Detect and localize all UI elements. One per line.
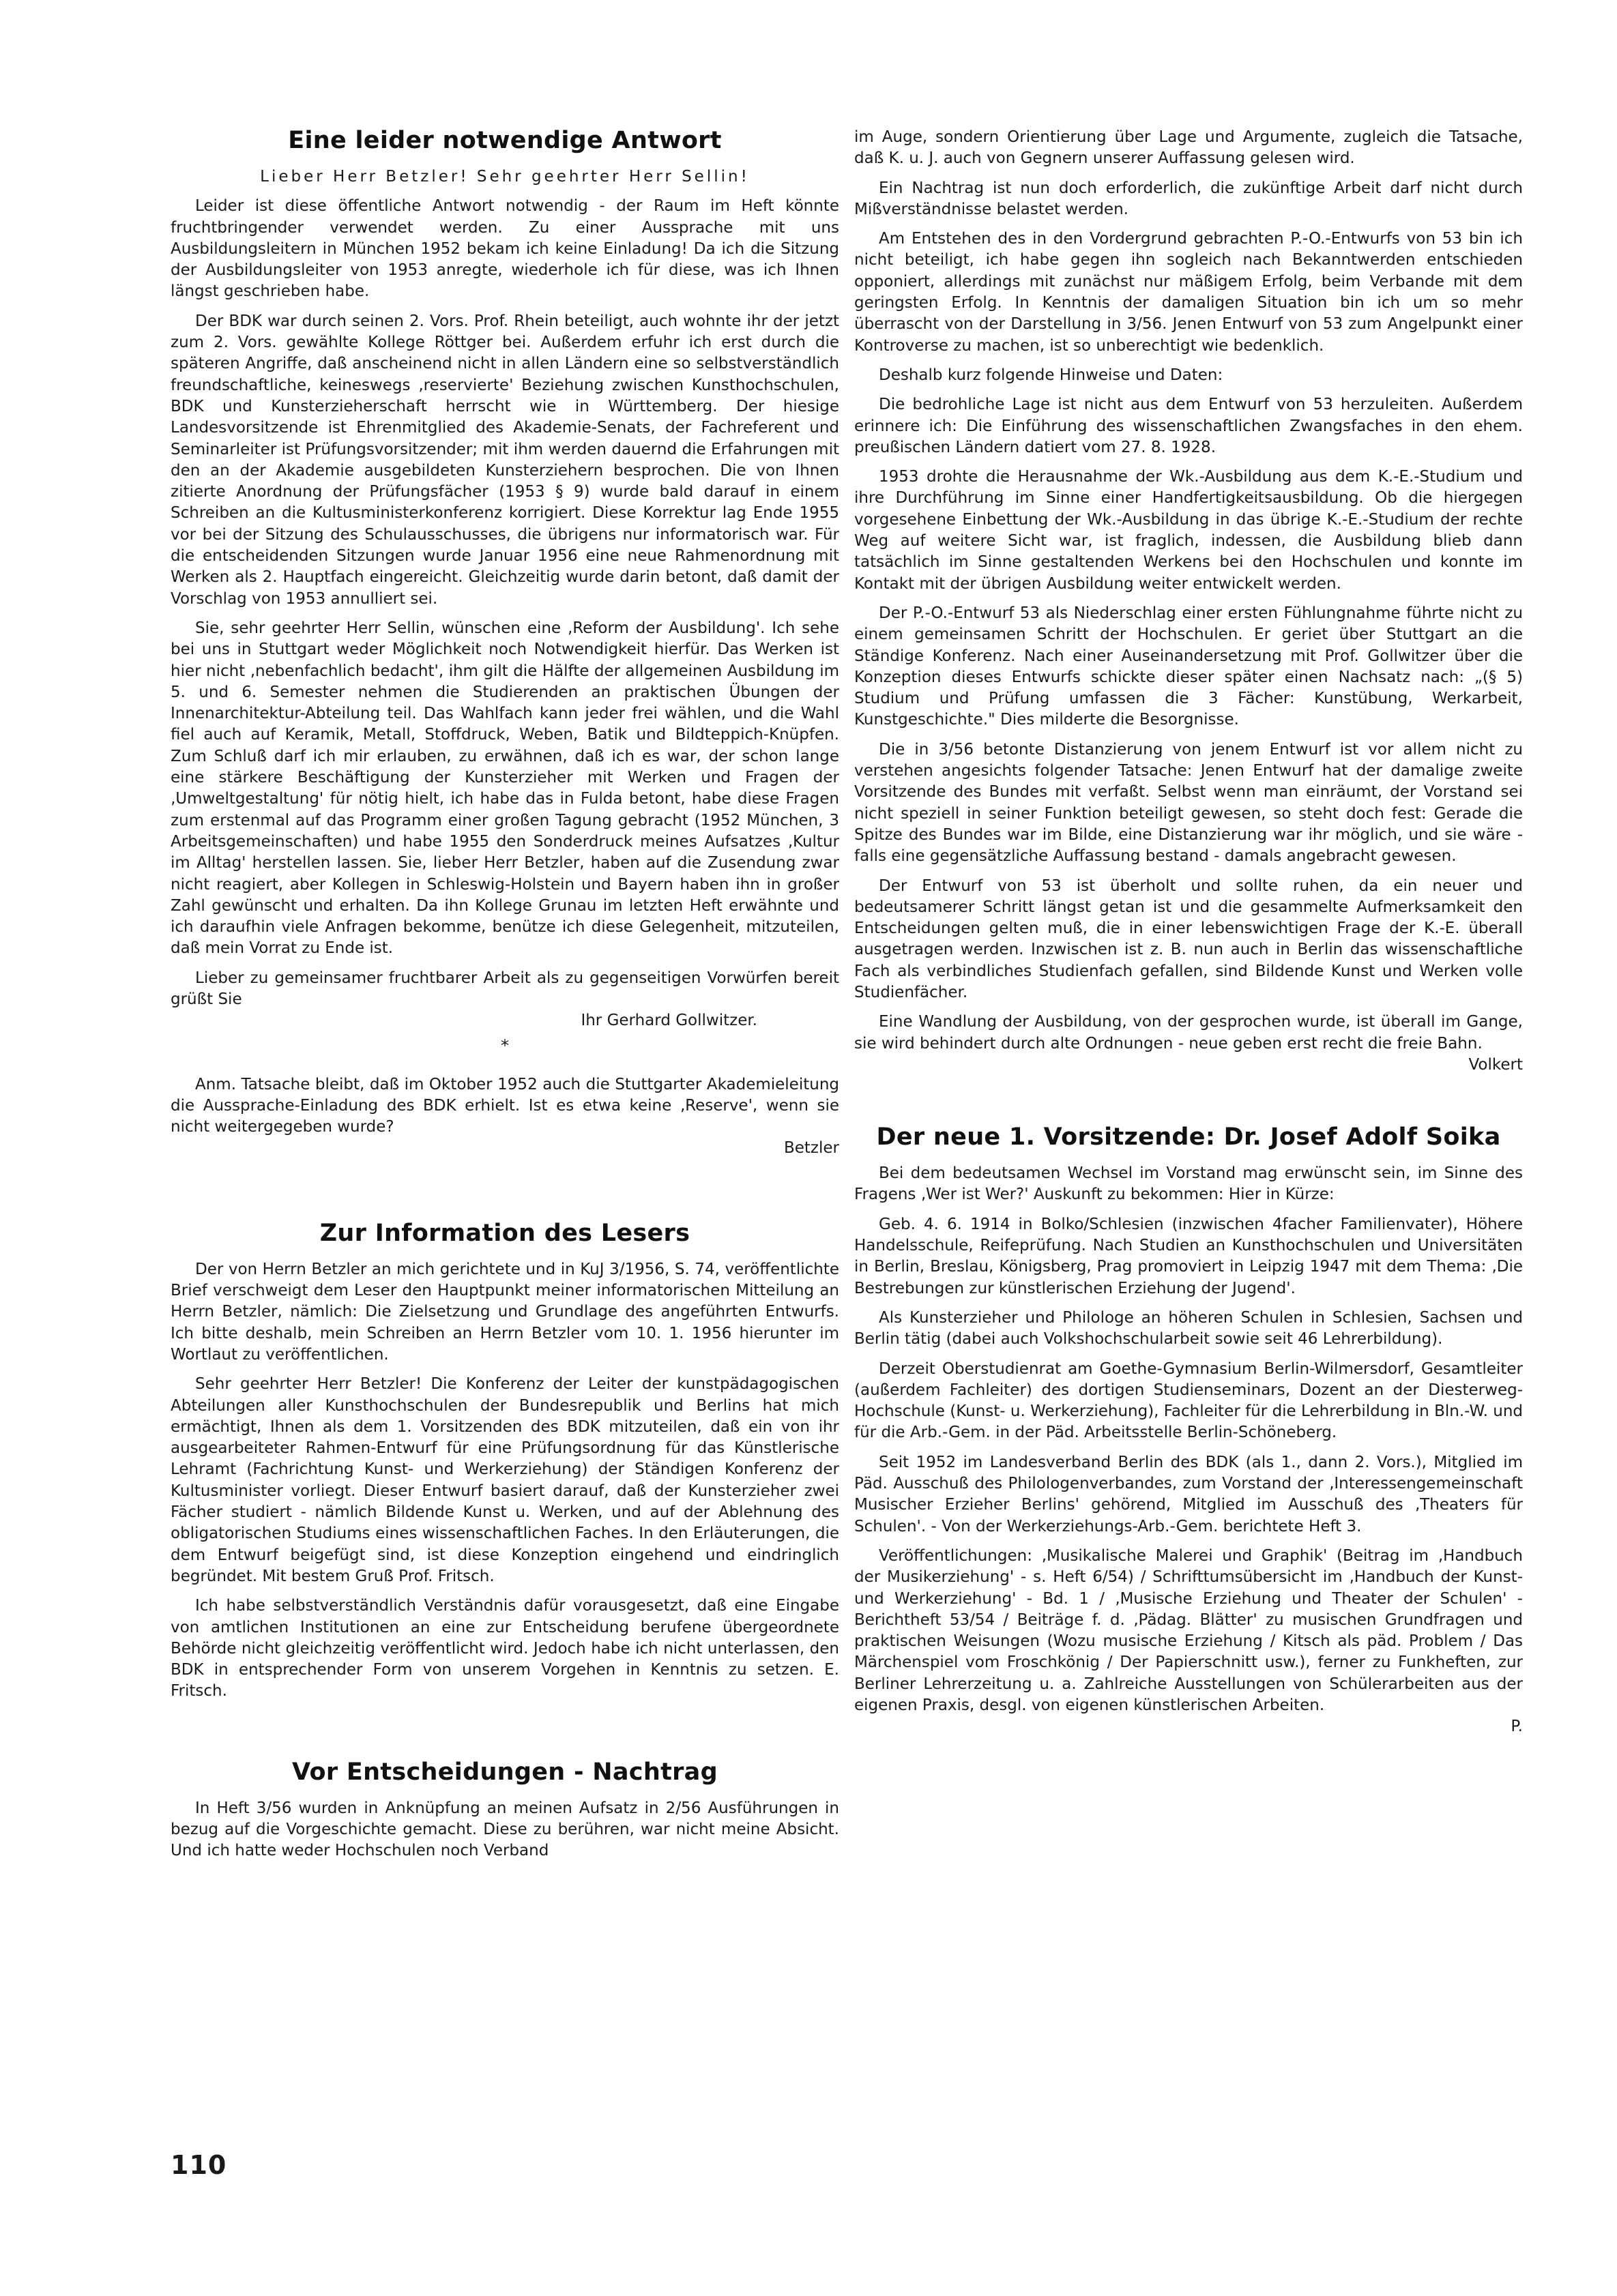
paragraph: Seit 1952 im Landesverband Berlin des BDK (als 1., dann 2. Vors.), Mitglied im Päd. Ausschuß des Philologenverbandes, zum Vorstand der ‚Interessengemeinschaft Musischer Erzieher Berlins' gehörend, Mitglied im Ausschuß des ‚Theaters für Schulen'. - Von der Werkerziehungs-Arb.-Gem. berichtete Heft 3.	[854, 1453, 1523, 1535]
article-title-information: Zur Information des Lesers	[319, 1219, 690, 1247]
paragraph: Eine Wandlung der Ausbildung, von der gesprochen wurde, ist überall im Gange, sie wird behindert durch alte Ordnungen - neue geben erst recht die freie Bahn.	[854, 1013, 1523, 1053]
paragraph: Leider ist diese öffentliche Antwort notwendig - der Raum im Heft könnte fruchtbringender verwendet werden. Zu einer Aussprache mit uns Ausbildungsleitern in München 1952 bekam ich keine Einladung! Da ich die Sitzung der Ausbildungsleiter von 1953 anregte, wiederhole ich für diese, was ich Ihnen längst geschrieben habe.	[171, 197, 839, 301]
closing-signature-row	[171, 1010, 839, 1031]
paragraph: Die in 3/56 betonte Distanzierung von jenem Entwurf ist vor allem nicht zu verstehen angesichts folgender Tatsache: Jenen Entwurf hat der damalige zweite Vorsitzende des Bundes mit verfaßt. Selbst wenn man einräumt, der Vorstand sei nicht speziell in seiner Funktion beteiligt gewesen, so steht doch fest: Gerade die Spitze des Bundes war im Bilde, eine Distanzierung war ihr möglich, und sie wäre - falls eine gegensätzliche Auffassung bestand - damals angebracht gewesen.	[854, 740, 1523, 866]
signature-p: P.	[1511, 1718, 1523, 1736]
left-column	[171, 109, 839, 1870]
annotation-paragraph: Anm. Tatsache bleibt, daß im Oktober 1952 auch die Stuttgarter Akademieleitung die Aussprache-Einladung des BDK erhielt. Ist es etwa keine ‚Reserve', wenn sie nicht weitergegeben wurde?	[171, 1075, 839, 1136]
article-title-vorsitzende: Der neue 1. Vorsitzende: Dr. Josef Adolf Soika	[876, 1123, 1501, 1151]
separator-star: *	[501, 1035, 509, 1055]
right-column	[854, 127, 1523, 1738]
closing-paragraph	[171, 968, 839, 1011]
paragraph: im Auge, sondern Orientierung über Lage und Argumente, zugleich die Tatsache, daß K. u. J. auch von Gegnern unserer Auffassung gelesen wird.	[854, 128, 1523, 168]
paragraph: Sehr geehrter Herr Betzler! Die Konferenz der Leiter der kunstpädagogischen Abteilungen aller Kunsthochschulen der Bundesrepublik und Berlins hat mich ermächtigt, Ihnen als dem 1. Vorsitzenden des BDK mitzuteilen, daß ein von ihr ausgearbeiteter Rahmen-Entwurf für eine Prüfungsordnung für das Künstlerische Lehramt (Fachrichtung Kunst- und Werkerziehung) der Ständigen Konferenz der Kultusminister vorliegt. Dieser Entwurf basiert darauf, daß der Kunsterzieher zwei Fächer studiert - nämlich Bildende Kunst u. Werken, und auf der Ablehnung des obligatorischen Studiums eines wissenschaftlichen Faches. In den Erläuterungen, die dem Entwurf beigefügt sind, ist diese Konzeption eingehend und eindringlich begründet. Mit bestem Gruß Prof. Fritsch.	[171, 1375, 839, 1585]
paragraph: Ein Nachtrag ist nun doch erforderlich, die zukünftige Arbeit darf nicht durch Mißverständnisse belastet werden.	[854, 179, 1523, 218]
closing-text: Lieber zu gemeinsamer fruchtbarer Arbeit als zu gegenseitigen Vorwürfen bereit grüßt Sie	[171, 969, 839, 1008]
paragraph: Veröffentlichungen: ‚Musikalische Malerei und Graphik' (Beitrag im ‚Handbuch der Musikerziehung' - s. Heft 6/54) / Schrifttumsübersicht im ‚Handbuch der Kunst- und Werkerziehung' - Bd. 1 / ‚Musische Erziehung und Theater der Schulen' - Berichtheft 53/54 / Beiträge f. d. ‚Pädag. Blätter' zu musischen Grundfragen und praktischen Weisungen (Wozu musische Erziehung / Kitsch als päd. Problem / Das Märchenspiel vom Froschkönig / Der Papierschnitt usw.), ferner zu Funkheften, zur Berliner Lehrerzeitung u. a. Zahlreiche Ausstellungen von Schülerarbeiten aus der eigenen Praxis, desgl. von eigenen künstlerischen Arbeiten.	[854, 1546, 1523, 1714]
paragraph: Derzeit Oberstudienrat am Goethe-Gymnasium Berlin-Wilmersdorf, Gesamtleiter (außerdem Fachleiter) des dortigen Studienseminars, Dozent an der Diesterweg-Hochschule (Kunst- u. Werkerziehung), Fachleiter für die Lehrerbildung in Bln.-W. und für die Arb.-Gem. in der Päd. Arbeitsstelle Berlin-Schöneberg.	[854, 1359, 1523, 1442]
paragraph: Geb. 4. 6. 1914 in Bolko/Schlesien (inzwischen 4facher Familienvater), Höhere Handelsschule, Reifeprüfung. Nach Studien an Kunsthochschulen und Universitäten in Berlin, Breslau, Königsberg, Prag promoviert in Leipzig 1947 mit dem Thema: ‚Die Bestrebungen zur künstlerischen Erziehung der Jugend'.	[854, 1215, 1523, 1297]
paragraph: Die bedrohliche Lage ist nicht aus dem Entwurf von 53 herzuleiten. Außerdem erinnere ich: Die Einführung des wissenschaftlichen Zwangsfaches in den ehem. preußischen Ländern datiert vom 27. 8. 1928.	[854, 396, 1523, 456]
paragraph: Der Entwurf von 53 ist überholt und sollte ruhen, da ein neuer und bedeutsamerer Schritt längst getan ist und die gesammelte Aufmerksamkeit den Entscheidungen gelten muß, die in einer lebenswichtigen Frage der K.-E. überall ausgetragen werden. Inzwischen ist z. B. nun auch in Berlin das wissenschaftliche Fach als verbindliches Studienfach gefallen, sind Bildende Kunst und Werken volle Studienfächer.	[854, 877, 1523, 1001]
paragraph: Deshalb kurz folgende Hinweise und Daten:	[879, 366, 1223, 384]
paragraph: Der P.-O.-Entwurf 53 als Niederschlag einer ersten Fühlungnahme führte nicht zu einem gemeinsamen Schritt der Hochschulen. Er geriet über Stuttgart an die Ständige Konferenz. Nach einer Auseinandersetzung mit Prof. Gollwitzer über die Konzeption dieses Entwurfs schickte dieser später einen Nachsatz nach: „(§ 5) Studium und Prüfung umfassen die 3 Fächer: Kunstübung, Werkarbeit, Kunstgeschichte." Dies milderte die Besorgnisse.	[854, 604, 1523, 729]
paragraph: In Heft 3/56 wurden in Anknüpfung an meinen Aufsatz in 2/56 Ausführungen in bezug auf die Vorgeschichte gemacht. Diese zu berühren, war nicht meine Absicht. Und ich hatte weder Hochschulen noch Verband	[171, 1799, 839, 1860]
paragraph: 1953 drohte die Herausnahme der Wk.-Ausbildung aus dem K.-E.-Studium und ihre Durchführung im Sinne einer Handfertigkeitsausbildung. Ob die hiergegen vorgesehene Einbettung der Wk.-Ausbildung in das übrige K.-E.-Studium der rechte Weg auf weitere Sicht war, ist fraglich, indessen, die Ausbildung blieb dann tatsächlich im Sinne gestaltenden Werkens bei den Hochschulen und konnte im Kontakt mit der übrigen Ausbildung weiter entwickelt werden.	[854, 468, 1523, 593]
article-title-antwort: Eine leider notwendige Antwort	[288, 127, 722, 154]
paragraph: Als Kunsterzieher und Philologe an höheren Schulen in Schlesien, Sachsen und Berlin tätig (dabei auch Volkshochschularbeit sowie seit 46 Lehrerbildung).	[854, 1308, 1523, 1349]
paragraph: Bei dem bedeutsamen Wechsel im Vorstand mag erwünscht sein, im Sinne des Fragens ‚Wer ist Wer?' Auskunft zu bekommen: Hier in Kürze:	[854, 1164, 1523, 1204]
paragraph: Ich habe selbstverständlich Verständnis dafür vorausgesetzt, daß eine Eingabe von amtlichen Institutionen an eine zur Entscheidung berufene übergeordnete Behörde nicht gleichzeitig veröffentlicht wird. Jedoch habe ich nicht unterlassen, den BDK in entsprechender Form von unserem Vorgehen in Kenntnis zu setzen. E. Fritsch.	[171, 1597, 839, 1701]
paragraph: Am Entstehen des in den Vordergrund gebrachten P.-O.-Entwurfs von 53 bin ich nicht beteiligt, ich habe gegen ihn sogleich nach Bekanntwerden entschieden opponiert, allerdings mit zunächst nur mäßigem Erfolg, beim Verbande mit dem geringsten Erfolg. In Kenntnis der damaligen Situation bin ich um so mehr überrascht von der Darstellung in 3/56. Jenen Entwurf von 53 zum Angelpunkt einer Kontroverse zu machen, ist so unberechtigt wie bedenklich.	[854, 230, 1523, 355]
page-number: 110	[171, 2150, 227, 2180]
paragraph: Sie, sehr geehrter Herr Sellin, wünschen eine ‚Reform der Ausbildung'. Ich sehe bei uns in Stuttgart weder Möglichkeit noch Notwendigkeit hierfür. Das Werken ist hier nicht ‚nebenfachlich bedacht', ihm gilt die Hälfte der allgemeinen Ausbildung im 5. und 6. Semester nehmen die Studierenden an praktischen Übungen der Innenarchitektur-Abteilung teil. Das Wahlfach kann jeder frei wählen, und die Wahl fiel auch auf Keramik, Metall, Stoffdruck, Weben, Batik und Bildteppich-Knüpfen. Zum Schluß darf ich mir erlauben, zu erwähnen, daß ich es war, der schon lange eine stärkere Beschäftigung der Kunsterzieher mit Werken und Fragen der ‚Umweltgestaltung' für nötig hielt, ich habe das in Fulda betont, habe diese Fragen zum erstenmal auf das Programm einer großen Tagung gebracht (1952 München, 3 Arbeitsgemeinschaften) und habe 1955 den Sonderdruck meines Aufsatzes ‚Kultur im Alltag' herstellen lassen. Sie, lieber Herr Betzler, haben auf die Zusendung zwar nicht reagiert, aber Kollegen in Schleswig-Holstein und Bayern haben ihn in großer Zahl gewünscht und erhalten. Da ihn Kollege Grunau im letzten Heft erwähnte und ich daraufhin viele Anfragen bekomme, benütze ich diese Gelegenheit, mitzuteilen, daß mein Vorrat zu Ende ist.	[171, 619, 839, 958]
salutation: Lieber Herr Betzler! Sehr geehrter Herr Sellin!	[260, 168, 750, 186]
signature-betzler: Betzler	[783, 1139, 839, 1158]
signature-volkert: Volkert	[1468, 1055, 1523, 1074]
paragraph: Der BDK war durch seinen 2. Vors. Prof. Rhein beteiligt, auch wohnte ihr der jetzt zum 2. Vors. gewählte Kollege Röttger bei. Außerdem erfuhr ich erst durch die späteren Angriffe, daß anscheinend nicht in allen Ländern eine so selbstverständlich freundschaftliche, keineswegs ‚reservierte' Beziehung zwischen Kunsthochschulen, BDK und Kunsterzieherschaft herrscht wie in Württemberg. Der hiesige Landesvorsitzende ist Ehrenmitglied des Akademie-Senats, der Fachreferent und Seminarleiter ist Prüfungsvorsitzender; mit ihm werden dauernd die Erfahrungen mit den an der Akademie ausgebildeten Kunsterziehern besprochen. Die von Ihnen zitierte Anordnung der Prüfungsfächer (1953 § 9) wurde bald darauf in einem Schreiben an die Kultusministerkonferenz korrigiert. Diese Korrektur lag Ende 1955 vor bei der Sitzung des Schulausschusses, die übrigens nur informatorisch war. Für die entscheidenden Sitzungen wurde Januar 1956 eine neue Rahmenordnung mit Werken als 2. Hauptfach eingereicht. Gleichzeitig wurde darin betont, daß damit der Vorschlag von 1953 annulliert sei.	[171, 312, 839, 608]
signature-gollwitzer: Ihr Gerhard Gollwitzer.	[581, 1012, 757, 1030]
paragraph: Der von Herrn Betzler an mich gerichtete und in KuJ 3/1956, S. 74, veröffentlichte Brief verschweigt dem Leser den Hauptpunkt meiner informatorischen Mitteilung an Herrn Betzler, nämlich: Die Zielsetzung und Grundlage des angeführten Entwurfs. Ich bitte deshalb, mein Schreiben an Herrn Betzler vom 10. 1. 1956 hierunter im Wortlaut zu veröffentlichen.	[171, 1260, 839, 1364]
article-title-nachtrag: Vor Entscheidungen - Nachtrag	[292, 1758, 718, 1786]
